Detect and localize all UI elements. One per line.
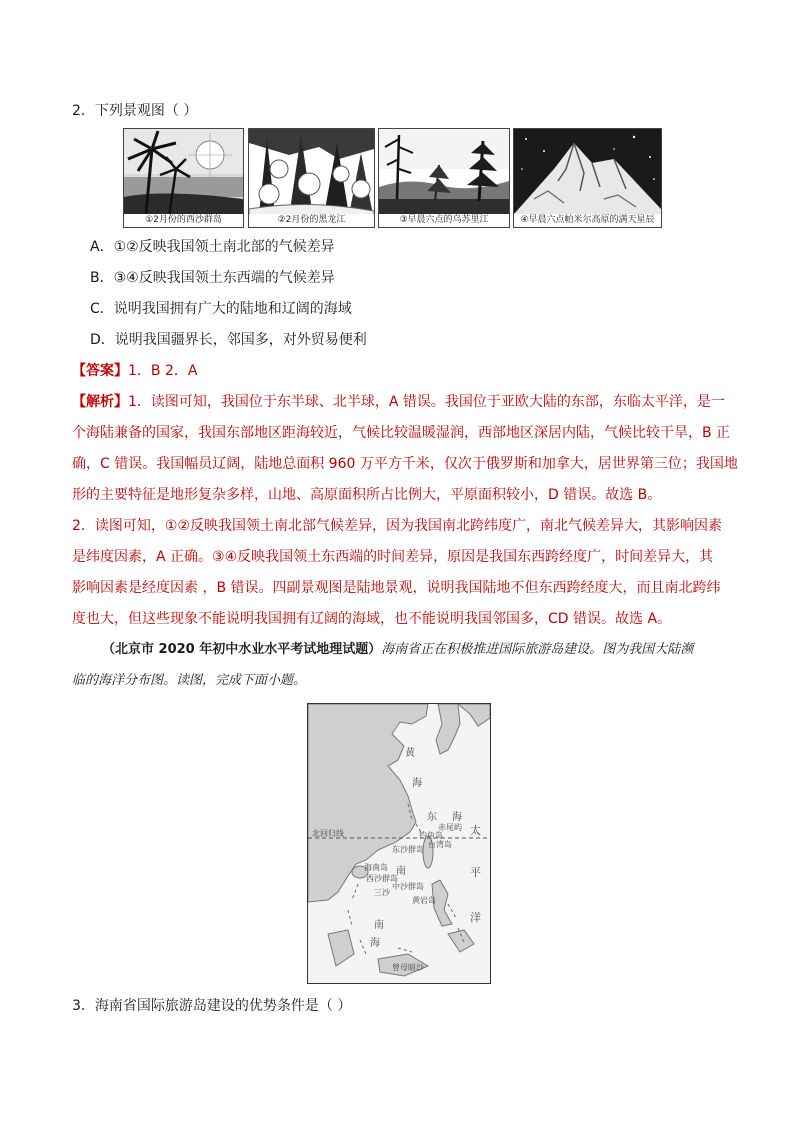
map-label-sansha: 三沙 [374,888,390,897]
intro-source: （北京市 2020 年初中水业水平考试地理试题） [102,642,382,657]
map-label-hainan: 海南岛 [364,863,388,872]
analysis-line-3: 确，C 错误。我国幅员辽阔，陆地总面积 960 万平方千米，仅次于俄罗斯和加拿大，居世界第三位；我国地 [72,456,738,472]
answer-line [72,361,197,381]
map-label-taiwan: 台湾岛 [428,840,452,849]
map-label-hai-1: 海 [412,778,422,789]
photo-caption-4: ④早晨六点帕米尔高原的满天星辰 [514,214,661,227]
answer-text: 1．B 2．A [128,363,198,379]
photo-wusuli-river [378,128,510,228]
map-label-ping: 平 [470,866,481,879]
option-d: D．说明我国疆界长，邻国多，对外贸易便利 [90,332,367,348]
map-label-yang: 洋 [470,911,481,924]
analysis-line-2: 个海陆兼备的国家，我国东部地区距海较近，气候比较温暖湿润，西部地区深居内陆，气候比较干旱，B 正 [72,425,731,441]
china-seas-map [307,703,491,984]
map-label-diaoyudao: 钓鱼岛 [419,831,443,840]
map-label-nan-1: 南 [396,866,406,877]
analysis-tag: 【解析】 [72,394,128,410]
photo-caption-2: ②2月份的黑龙江 [249,214,374,227]
intro-line-1 [102,640,693,660]
answer-tag: 【答案】 [72,363,128,379]
analysis-line-5: 2．读图可知，①②反映我国领土南北部气候差异，因为我国南北跨纬度广，南北气候差异大，其影响因素 [72,518,723,534]
option-a: A．①②反映我国领土南北部的气候差异 [90,239,335,255]
map-label-chiweiyu: 赤尾屿 [438,823,462,832]
analysis-line-1 [72,392,725,412]
photo-pamir-plateau [513,128,662,228]
map-label-dong: 东 [427,812,437,823]
analysis-line-8: 度也大，但这些现象不能说明我国拥有辽阔的海域，也不能说明我国邻国多，CD 错误。故选 A。 [72,611,672,627]
question-3-stem: 3．海南省国际旅游岛建设的优势条件是（ ） [72,998,352,1014]
option-b: B．③④反映我国领土东西端的气候差异 [90,270,335,286]
map-label-zhongsha: 中沙群岛 [392,882,424,891]
map-label-tai: 太 [470,824,481,837]
photo-caption-3: ③早晨六点的乌苏里江 [379,214,509,227]
analysis-line-6: 是纬度因素，A 正确。③④反映我国领土东西端的时间差异，原因是我国东西跨经度广，时间差异大，其 [72,549,714,565]
map-label-dongsha: 东沙群岛 [392,845,424,854]
map-label-huangyandao: 黄岩岛 [412,896,436,905]
map-label-hai-3: 海 [370,938,380,949]
map-label-hai-2: 海 [452,812,462,823]
question-2-stem: 2．下列景观图（ ） [72,103,198,119]
intro-line-2: 临的海洋分布图。读图，完成下面小题。 [72,673,307,688]
photo-caption-1: ①2月份的西沙群岛 [124,214,243,227]
map-label-nan-2: 南 [374,920,384,931]
photo-xisha-islands [123,128,244,228]
analysis-text-1: 1．读图可知，我国位于东半球、北半球，A 错误。我国位于亚欧大陆的东部，东临太平洋，是一 [128,394,725,410]
map-label-huang: 黄 [405,748,415,759]
map-label-tropic-of-cancer: 北回归线 [312,829,344,838]
option-c: C．说明我国拥有广大的陆地和辽阔的海域 [90,301,352,317]
analysis-line-4: 形的主要特征是地形复杂多样，山地、高原面积所占比例大，平原面积较小，D 错误。故选 B。 [72,487,662,503]
map-label-zengmuansha: 曾母暗沙 [392,963,424,972]
photo-heilongjiang [248,128,375,228]
analysis-line-7: 影响因素是经度因素 ，B 错误。四副景观图是陆地景观，说明我国陆地不但东西跨经度大，而且南北跨纬 [72,580,721,596]
map-label-xisha: 西沙群岛 [366,874,398,883]
intro-text-1: 海南省正在积极推进国际旅游岛建设。图为我国大陆濒 [381,642,694,657]
